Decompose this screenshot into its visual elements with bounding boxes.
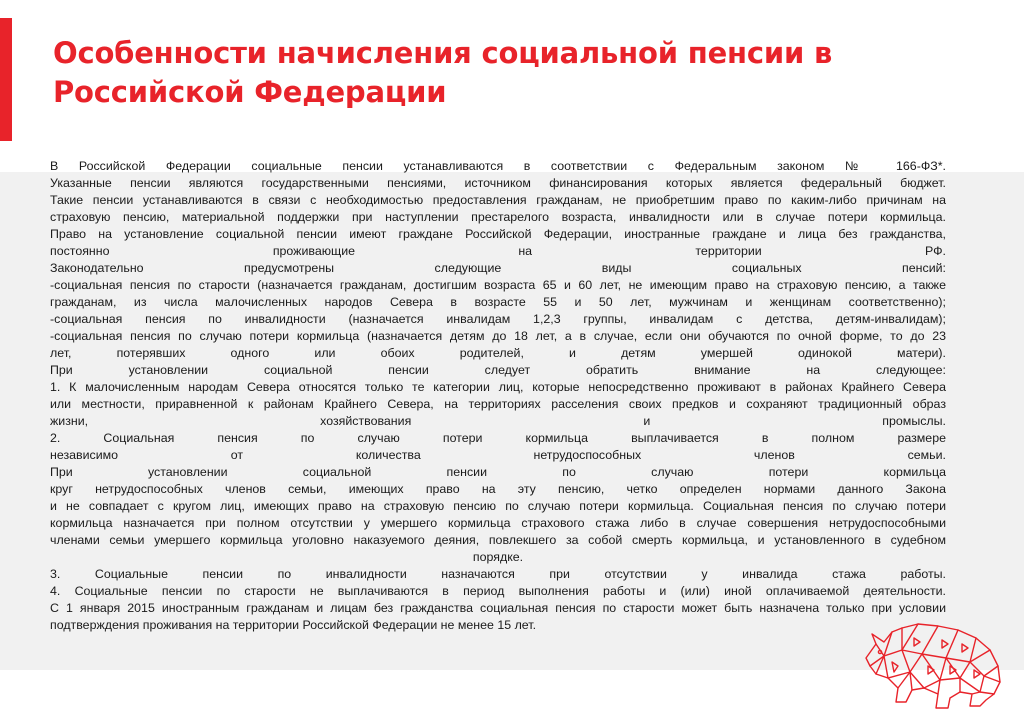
title-line: Особенности начисления социальной пенсии в [53,36,833,70]
body-text [50,158,946,634]
rhino-icon [862,614,1010,712]
text-line: независимо от количества нетрудоспособных членов семьи. [50,448,946,462]
text-line: 2. Социальная пенсия по случаю потери кормильца выплачивается в полном размере [50,431,946,445]
text-line: 1. К малочисленным народам Севера относятся только те категории лиц, которые непосредственно проживают в районах Крайнего Севера [50,380,946,394]
text-line: и не совпадает с кругом лиц, имеющих право на страховую пенсию по случаю потери кормильца. Социальная пенсия по случаю потери [50,499,946,513]
text-line: гражданам, из числа малочисленных народов Севера в возрасте 55 и 50 лет, мужчинам и женщинам соответственно); [50,295,946,309]
text-line: постоянно проживающие на территории РФ. [50,244,946,258]
text-line: При установлении социальной пенсии по случаю потери кормильца [50,465,946,479]
slide-title [53,34,993,112]
title-line: Российской Федерации [53,75,447,109]
text-line: 3. Социальные пенсии по инвалидности назначаются при отсутствии у инвалида стажа работы. [50,567,946,581]
text-line: круг нетрудоспособных членов семьи, имеющих право на эту пенсию, четко определен нормами данного Закона [50,482,946,496]
text-line: -социальная пенсия по случаю потери кормильца (назначается детям до 18 лет, а в случае, если они обучаются по очной форме, то до 23 [50,329,946,343]
text-line: кормильца назначается при полном отсутствии у умершего кормильца страхового стажа либо в случае совершения нетрудоспособными [50,516,946,530]
text-line: жизни, хозяйствования и промыслы. [50,414,946,428]
text-line: В Российской Федерации социальные пенсии устанавливаются в соответствии с Федеральным законом № 166-ФЗ*. [50,159,946,173]
text-line: Право на установление социальной пенсии имеют граждане Российской Федерации, иностранные граждане и лица без гражданства, [50,227,946,241]
text-line: 4. Социальные пенсии по старости не выплачиваются в период выполнения работы и (или) иной оплачиваемой деятельности. [50,584,946,598]
text-line: подтверждения проживания на территории Российской Федерации не менее 15 лет. [50,618,537,632]
text-line: С 1 января 2015 иностранным гражданам и лицам без гражданства социальная пенсия по старости может быть назначена только при условии [50,601,946,615]
text-line: страховую пенсию, материальной поддержки при наступлении престарелого возраста, инвалидности или в случае потери кормильца. [50,210,946,224]
text-line: Такие пенсии устанавливаются в связи с необходимостью предоставления гражданам, не приобретшим право по каким-либо причинам на [50,193,946,207]
text-line: При установлении социальной пенсии следует обратить внимание на следующее: [50,363,946,377]
accent-bar [0,18,12,141]
text-line: -социальная пенсия по старости (назначается гражданам, достигшим возраста 65 и 60 лет, не имеющим право на страховую пенсию, а также [50,278,946,292]
text-line: порядке. [472,550,524,564]
text-line: Указанные пенсии являются государственными пенсиями, источником финансирования которых является федеральный бюджет. [50,176,946,190]
text-line: Законодательно предусмотрены следующие виды социальных пенсий: [50,261,946,275]
text-line: членами семьи умершего кормильца уголовно наказуемого деяния, повлекшего за собой смерть кормильца, и установленного в судебном [50,533,946,547]
text-line: лет, потерявших одного или обоих родителей, и детям умершей одинокой матери). [50,346,946,360]
text-line: -социальная пенсия по инвалидности (назначается инвалидам 1,2,3 группы, инвалидам с детства, детям-инвалидам); [50,312,946,326]
text-line: или местности, приравненной к районам Крайнего Севера, на территориях расселения своих предков и сохраняют традиционный образ [50,397,946,411]
